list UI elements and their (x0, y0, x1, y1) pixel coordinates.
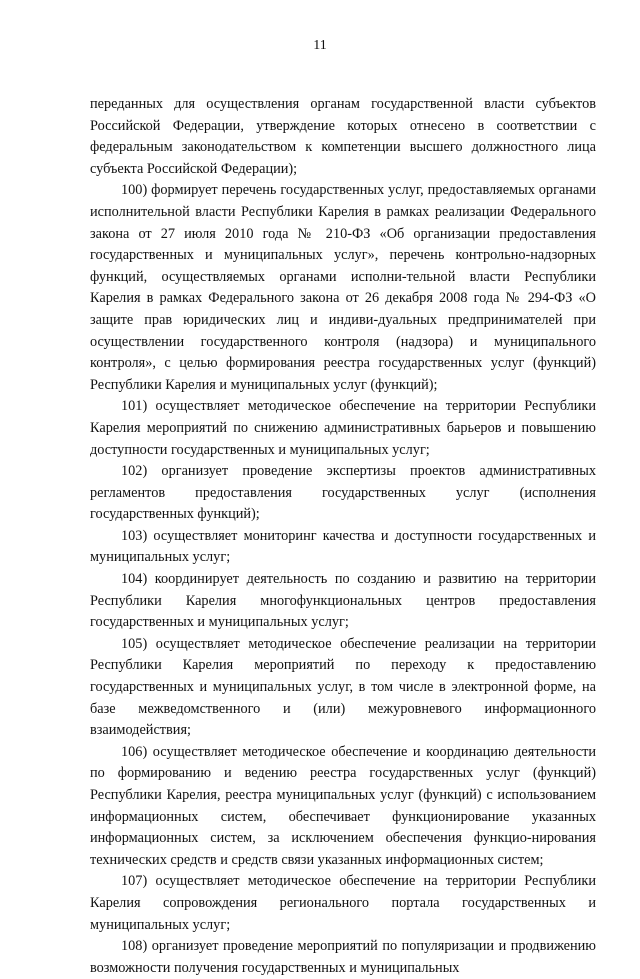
paragraph-item-100: 100) формирует перечень государственных услуг, предоставляемых органами исполнительной власти Республики Карелия в рамках реализации Федерального закона от 27 июля 2010 года № 210-ФЗ «Об организации предоставления государственных и муниципальных услуг», перечень контрольно-надзорных функций, осуществляемых органами исполни-тельной власти Республики Карелия в рамках Федерального закона от 26 декабря 2008 года № 294-ФЗ «О защите прав юридических лиц и индиви-дуальных предпринимателей при осуществлении государственного контроля (надзора) и муниципального контроля», с целью формирования реестра государственных услуг (функций) Республики Карелия и муниципальных услуг (функций); (90, 182, 596, 393)
paragraph-item-105: 105) осуществляет методическое обеспечение реализации на территории Республики Карелия мероприятий по переходу к предоставлению государственных и муниципальных услуг, в том числе в электронной форме, на базе межведомственного и (или) межуровневого информационного взаимодействия; (90, 635, 596, 739)
paragraph-item-102: 102) организует проведение экспертизы проектов административных регламентов предоставления государственных услуг (исполнения государственных функций); (90, 463, 596, 523)
paragraph-item-101: 101) осуществляет методическое обеспечение на территории Республики Карелия мероприятий по снижению административных барьеров и повышению доступности государственных и муниципальных услуг; (90, 398, 596, 458)
paragraph-item-106: 106) осуществляет методическое обеспечение и координацию деятельности по формированию и ведению реестра государственных услуг (функций) Республики Карелия, реестра муниципальных услуг (функций) с использованием информационных систем, обеспечивает функционирование указанных информационных систем, за исключением обеспечения функцио-нирования технических средств и средств связи указанных информационных систем; (90, 743, 596, 868)
paragraph-item-104: 104) координирует деятельность по созданию и развитию на территории Республики Карелия многофункциональных центров предоставления государственных и муниципальных услуг; (90, 571, 596, 631)
paragraph-continuation: переданных для осуществления органам государственной власти субъектов Российской Федерации, утверждение которых отнесено в соответствии с федеральным законодательством к компетенции высшего должностного лица субъекта Российской Федерации); (90, 96, 596, 177)
paragraph-item-107: 107) осуществляет методическое обеспечение на территории Республики Карелия сопровождения регионального портала государственных и муниципальных услуг; (90, 873, 596, 933)
page-number: 11 (313, 38, 327, 53)
paragraph-item-108: 108) организует проведение мероприятий по популяризации и продвижению возможности получения государственных и муниципальных (90, 938, 596, 976)
document-body (90, 94, 596, 979)
paragraph-item-103: 103) осуществляет мониторинг качества и доступности государственных и муниципальных услуг; (90, 527, 596, 566)
